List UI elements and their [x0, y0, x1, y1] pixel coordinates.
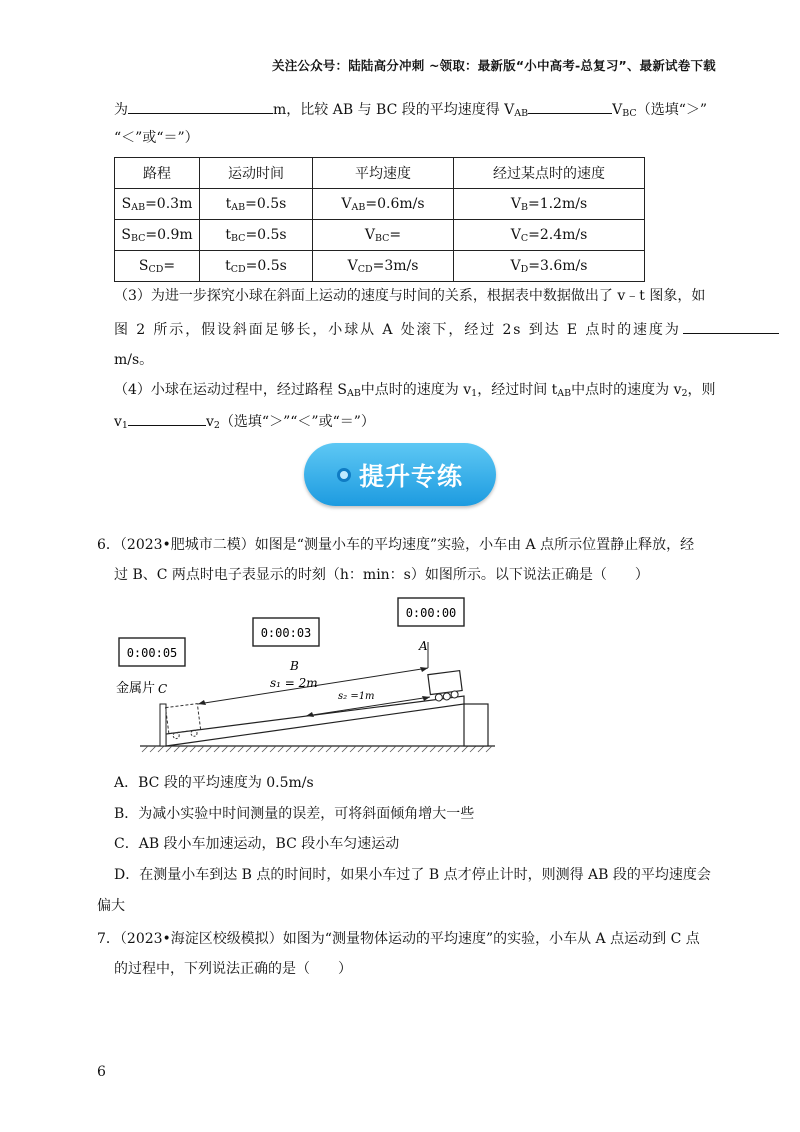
table-header-row: [115, 158, 645, 189]
q5-line1: [114, 99, 707, 124]
page-number: 6: [97, 1064, 106, 1080]
table-header: 平均速度: [313, 158, 454, 189]
ground-hatch: [142, 746, 492, 752]
incline-figure: [110, 596, 510, 756]
answer-blank: [528, 99, 612, 114]
point-c-label: C: [158, 682, 168, 696]
table-row: [115, 251, 645, 282]
subscript: BC: [622, 108, 637, 119]
metal-plate-label: 金属片: [116, 681, 156, 696]
clock-c-display: 0:00:05: [126, 646, 178, 660]
metal-plate: [160, 704, 166, 746]
practice-banner: [304, 443, 496, 506]
q5-text: （选填“＞”: [636, 102, 708, 118]
q7-line2: 的过程中，下列说法正确的是（ ）: [114, 961, 352, 977]
point-a-label: A: [419, 639, 428, 653]
q5-text: 图 2 所示，假设斜面足够长，小球从 A 处滚下，经过 2s 到达 E 点时的速度为: [114, 322, 681, 338]
bullet-icon: [337, 468, 351, 482]
table-row: [115, 220, 645, 251]
q6-option-c: C．AB 段小车加速运动，BC 段小车匀速运动: [114, 836, 400, 852]
table-header: 运动时间: [200, 158, 313, 189]
answer-blank: [128, 99, 273, 114]
q6-line1: 6．（2023•肥城市二模）如图是“测量小车的平均速度”实验，小车由 A 点所示位置静止释放，经: [97, 537, 695, 553]
point-b-label: B: [290, 659, 299, 673]
table-cell: $V_B=1.2m/s$: [454, 189, 645, 220]
q5-4-line1: （4）小球在运动过程中，经过路程 $S_{AB}$中点时的速度为 $v_1$，经过时间 $t_{AB}$中点时的速度为 $v_2$，则: [114, 382, 716, 399]
answer-blank: [128, 411, 206, 426]
table-cell: $S_{AB}=0.3m$: [115, 189, 200, 220]
table-cell: $V_{AB}=0.6m/s$: [313, 189, 454, 220]
q6-line2: 过 B、C 两点时电子表显示的时刻（h：min：s）如图所示。以下说法正确是（ ）: [114, 567, 649, 583]
q5-text: V: [612, 102, 623, 118]
s2-label: s₂ =1m: [338, 691, 375, 702]
support-block: [464, 704, 488, 746]
subscript: AB: [514, 108, 529, 119]
q6-option-d-cont: 偏大: [97, 898, 125, 914]
q5-text: 为: [114, 102, 128, 118]
answer-blank: [683, 319, 779, 334]
table-cell: $V_{BC}=$: [313, 220, 454, 251]
table-cell: $S_{CD}=$: [115, 251, 200, 282]
table-header: 路程: [115, 158, 200, 189]
table-cell: $V_C=2.4m/s$: [454, 220, 645, 251]
table-cell: $t_{CD}=0.5s$: [200, 251, 313, 282]
q5-text: m，比较 AB 与 BC 段的平均速度得 V: [273, 102, 515, 118]
table-row: [115, 189, 645, 220]
page-header: 关注公众号：陆陆高分冲刺 ~领取：最新版“小中高考-总复习”、最新试卷下载: [272, 58, 716, 73]
practice-banner-label: 提升专练: [358, 461, 463, 491]
table-cell: $V_D=3.6m/s$: [454, 251, 645, 282]
clock-b-display: 0:00:03: [260, 626, 312, 640]
incline-board: [166, 696, 464, 746]
q7-line1: 7．（2023•海淀区校级模拟）如图为“测量物体运动的平均速度”的实验，小车从 A 点运动到 C 点: [97, 931, 700, 947]
table-cell: $V_{CD}=3m/s$: [313, 251, 454, 282]
q6-option-b: B．为减小实验中时间测量的误差，可将斜面倾角增大一些: [114, 806, 475, 822]
s1-label: s₁ = 2m: [270, 676, 318, 690]
table-cell: $t_{BC}=0.5s$: [200, 220, 313, 251]
q5-line2: “＜”或“＝”）: [114, 130, 199, 146]
q5-3-line1: （3）为进一步探究小球在斜面上运动的速度与时间的关系，根据表中数据做出了 v﹣t 图象，如: [114, 288, 706, 304]
q5-3-line2: [114, 319, 779, 340]
q6-option-a: A．BC 段的平均速度为 0.5m/s: [114, 775, 314, 791]
clock-a-display: 0:00:00: [405, 606, 457, 620]
q5-3-line3: m/s。: [114, 352, 154, 368]
data-table: [114, 157, 645, 282]
table-header: 经过某点时的速度: [454, 158, 645, 189]
table-cell: $S_{BC}=0.9m$: [115, 220, 200, 251]
q5-4-line2: $v_1$ $v_2$（选填“＞”“＜”或“＝”）: [114, 411, 375, 436]
q6-option-d: D．在测量小车到达 B 点的时间时，如果小车过了 B 点才停止计时，则测得 AB 段的平均速度会: [114, 867, 711, 883]
table-cell: $t_{AB}=0.5s$: [200, 189, 313, 220]
